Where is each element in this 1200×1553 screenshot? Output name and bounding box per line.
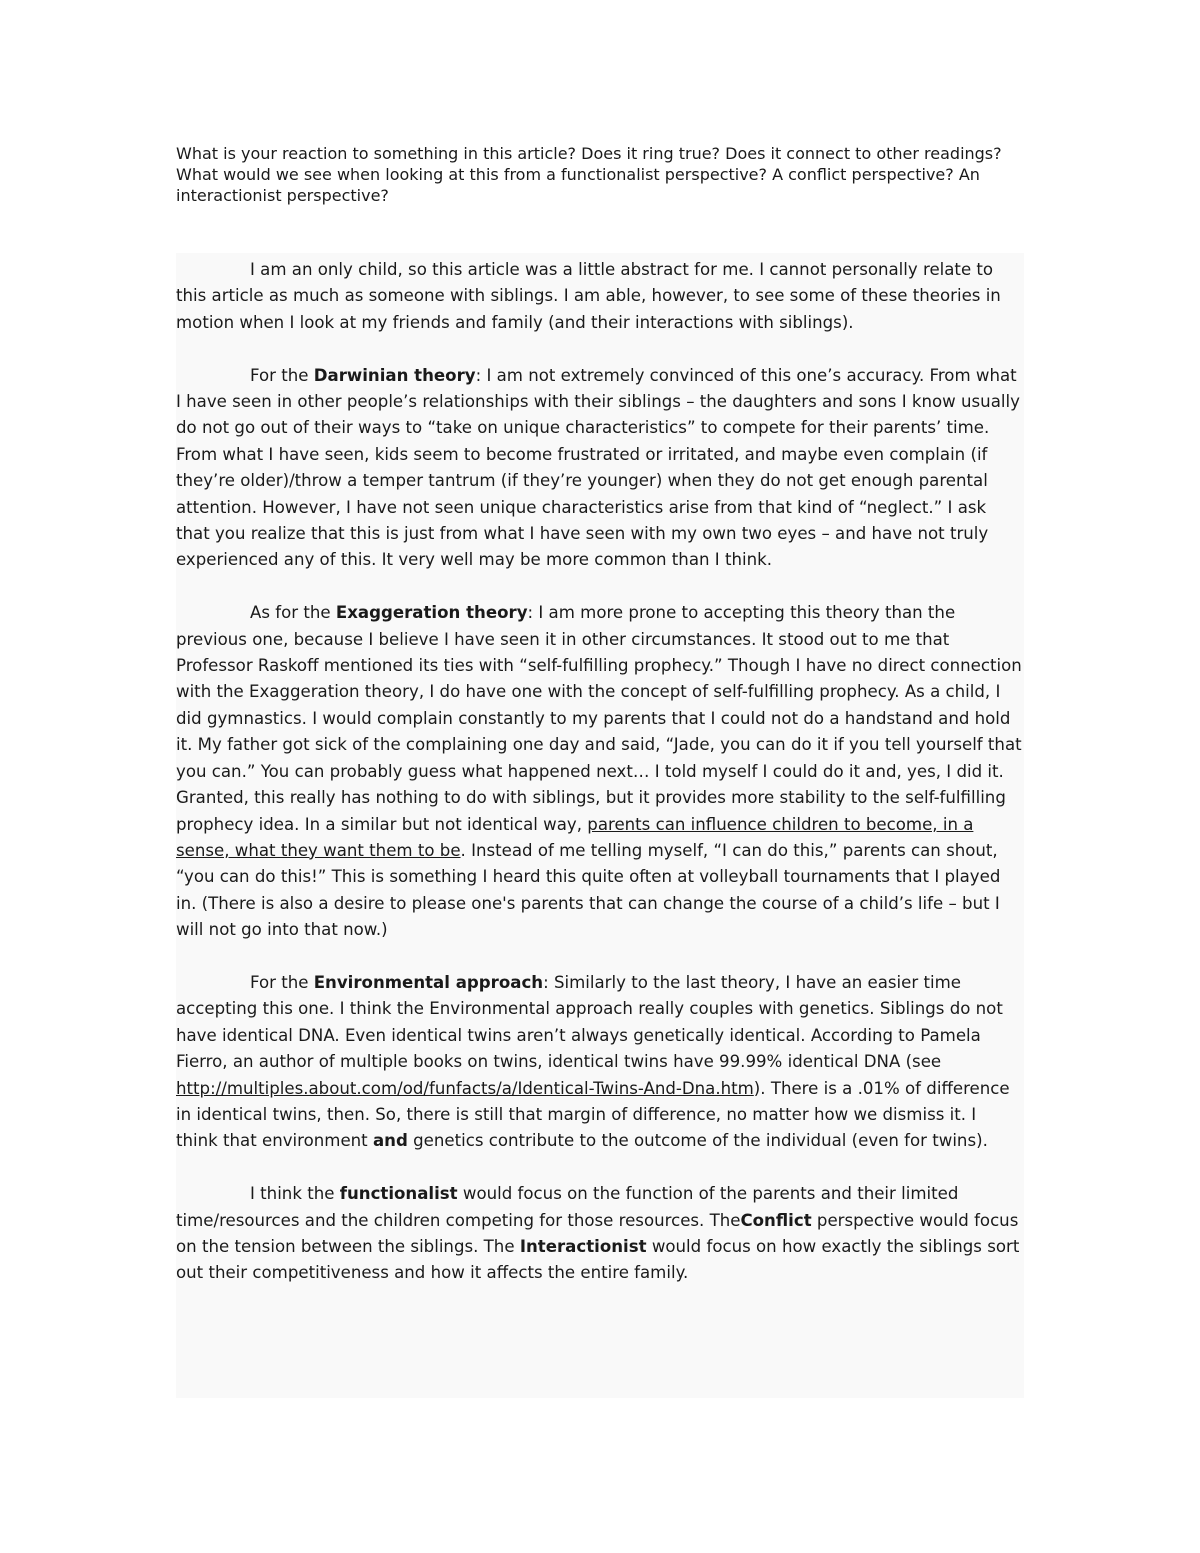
environmental-bold-and: and [372, 1131, 408, 1151]
functionalist-term: functionalist [339, 1184, 458, 1204]
environmental-lead: For the [250, 972, 314, 992]
darwinian-term: Darwinian theory [313, 365, 476, 385]
perspectives-text-3: would focus on how exactly the siblings sort out their competitiveness and how it affects the entire family. [176, 1236, 1020, 1283]
paragraph-intro: I am an only child, so this article was a little abstract for me. I cannot personally relate to this article as much as someone with siblings. I am able, however, to see some of these theories in motion when I look at my friends and family (and their interactions with siblings). [176, 260, 1001, 332]
twins-dna-link[interactable]: http://multiples.about.com/od/funfacts/a/Identical-Twins-And-Dna.htm [176, 1078, 754, 1098]
perspectives-text-2: perspective would focus on the tension between the siblings. The [176, 1210, 1019, 1256]
paragraph-exaggeration [176, 600, 1022, 943]
environmental-text-2: ). There is a .01% of difference in identical twins, then. So, there is still that margin of difference, no matter how we dismiss it. I think that environment [176, 1078, 1010, 1151]
interactionist-term: Interactionist [519, 1236, 647, 1256]
exaggeration-text-2: . Instead of me telling myself, “I can do this,” parents can shout, “you can do this!” This is something I heard this quite often at volleyball tournaments that I played in. (There is also a desire to please one's parents that can change the course of a child’s life – but I will not go into that now.) [176, 840, 1001, 940]
conflict-term: Conflict [740, 1210, 812, 1230]
perspectives-lead: I think the [250, 1184, 340, 1204]
assignment-prompt: What is your reaction to something in this article? Does it ring true? Does it connect to other readings? What would we see when looking at this from a functionalist perspective? A conflict perspective? An interactionist perspective? [176, 144, 1002, 205]
darwinian-lead: For the [250, 365, 314, 385]
exaggeration-text-1: : I am more prone to accepting this theory than the previous one, because I believe I have seen it in other circumstances. It stood out to me that Professor Raskoff mentioned its ties with “self-fulfilling prophecy.” Though I have no direct connection with the Exaggeration theory, I do have one with the concept of self-fulfilling prophecy. As a child, I did gymnastics. I would complain constantly to my parents that I could not do a handstand and hold it. My father got sick of the complaining one day and said, “Jade, you can do it if you tell yourself that you can.” You can probably guess what happened next… I told myself I could do it and, yes, I did it. Granted, this really has nothing to do with siblings, but it provides more stability to the self-fulfilling prophecy idea. In a similar but not identical way, [176, 603, 1022, 834]
environmental-text-1: : Similarly to the last theory, I have an easier time accepting this one. I think the Environmental approach really couples with genetics. Siblings do not have identical DNA. Even identical twins aren’t always genetically identical. According to Pamela Fierro, an author of multiple books on twins, identical twins have 99.99% identical DNA (see [176, 972, 1003, 1072]
exaggeration-lead: As for the [250, 603, 336, 623]
perspectives-text-1: would focus on the function of the parents and their limited time/resources and the children competing for those resources. The [176, 1184, 959, 1230]
environmental-term: Environmental approach [313, 972, 544, 992]
paragraph-environmental [176, 970, 1022, 1155]
environmental-text-3: genetics contribute to the outcome of the individual (even for twins). [407, 1131, 988, 1151]
exaggeration-underlined: parents can influence children to become, in a sense, what they want them to be [176, 814, 974, 860]
response-body [176, 253, 1024, 1398]
paragraph-perspectives [176, 1181, 1022, 1287]
paragraph-darwinian [176, 363, 1022, 574]
exaggeration-term: Exaggeration theory [335, 603, 528, 623]
darwinian-text: : I am not extremely convinced of this one’s accuracy. From what I have seen in other people’s relationships with their siblings – the daughters and sons I know usually do not go out of their ways to “take on unique characteristics” to compete for their parents’ time. From what I have seen, kids seem to become frustrated or irritated, and maybe even complain (if they’re older)/throw a temper tantrum (if they’re younger) when they do not get enough parental attention. However, I have not seen unique characteristics arise from that kind of “neglect.” I ask that you realize that this is just from what I have seen with my own two eyes – and have not truly experienced any of this. It very well may be more common than I think. [176, 365, 1020, 570]
